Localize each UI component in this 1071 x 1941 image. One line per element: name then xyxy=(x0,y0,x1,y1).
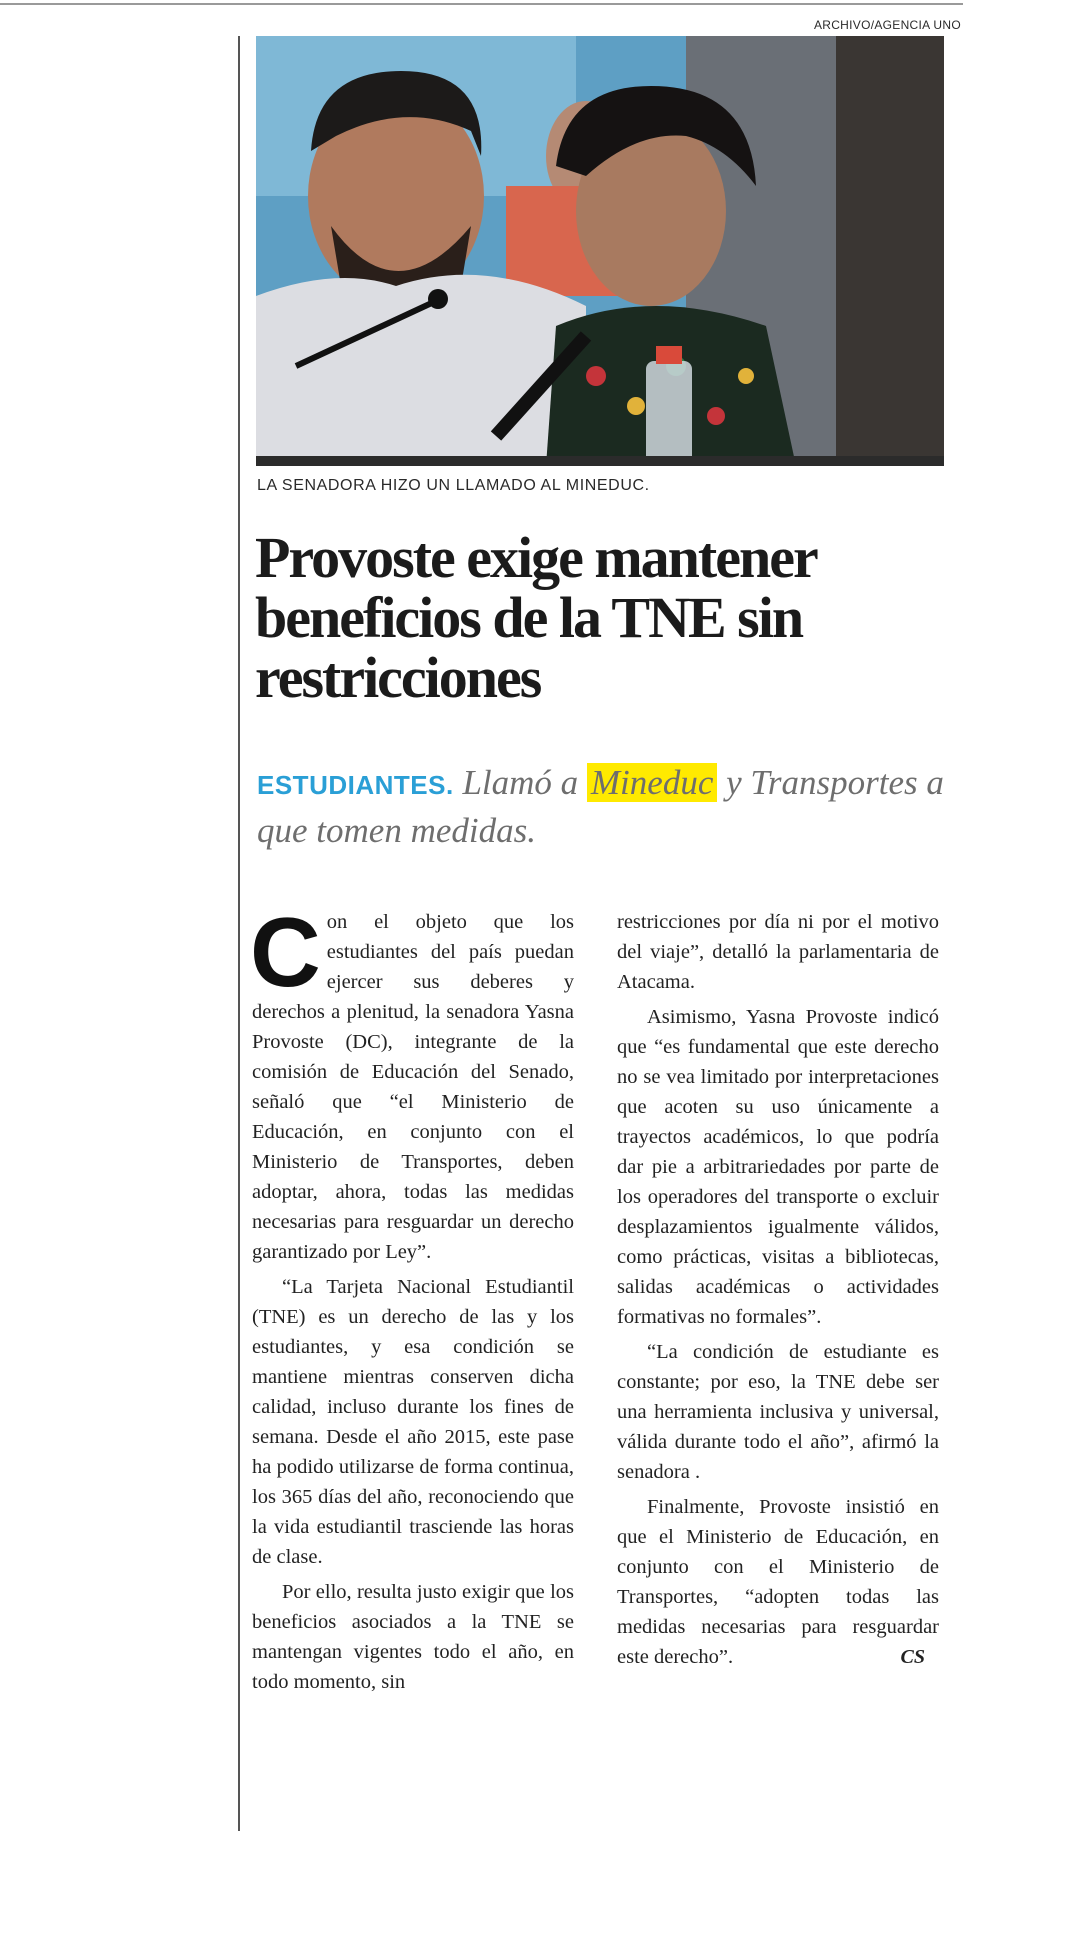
photo-caption xyxy=(257,477,650,495)
kicker: ESTUDIANTES. xyxy=(257,770,454,800)
article-photo xyxy=(256,36,944,466)
deck-text-before: Llamó a xyxy=(453,763,587,802)
paragraph xyxy=(617,1492,939,1672)
paragraph: Por ello, resulta justo exigir que los beneficios asociados a la TNE se mantengan vigentes todo el año, en todo momento, sin xyxy=(252,1581,574,1693)
deck-text-after: y Transportes a que tomen medidas. xyxy=(257,763,944,850)
paragraph: “La condición de estudiante es constante; por eso, la TNE debe ser una herramienta inclusiva y universal, válida durante todo el año”, afirmó la senadora . xyxy=(617,1341,939,1483)
headline: Provoste exige mantener beneficios de la TNE sin restricciones xyxy=(255,525,816,710)
column-rule xyxy=(238,36,240,1831)
paragraph: Asimismo, Yasna Provoste indicó que “es fundamental que este derecho no se vea limitado por interpretaciones que acoten su uso únicamente a trayectos académicos, lo que podría dar pie a arbitrariedades por parte de los operadores del transporte o excluir desplazamientos igualmente válidos, como prácticas, visitas a bibliotecas, salidas académicas o actividades formativas no formales”. xyxy=(617,1006,939,1328)
photo-credit: ARCHIVO/AGENCIA UNO xyxy=(813,18,961,32)
caption-text: LA SENADORA HIZO UN LLAMADO AL xyxy=(257,477,566,494)
end-mark-icon: CS xyxy=(900,1646,925,1668)
paragraph xyxy=(250,897,574,1267)
deck-highlight: Mineduc xyxy=(587,763,717,802)
paragraph: restricciones por día ni por el motivo del viaje”, detalló la parlamentaria de Atacama. xyxy=(617,911,939,993)
caption-end: . xyxy=(644,477,650,494)
paragraph-text: Finalmente, Provoste insistió en que el Ministerio de Educación, en conjunto con el Ministerio de Transportes, “adopten todas las medidas necesarias para resguardar este derecho”. xyxy=(617,1496,939,1668)
body-column-right xyxy=(617,907,939,1677)
photo-illustration xyxy=(256,36,944,466)
body-column-left xyxy=(250,897,574,1702)
drop-cap: C xyxy=(250,897,321,1007)
paragraph-text: on el objeto que los estudiantes del país puedan ejercer sus deberes y derechos a plenitud, la senadora Yasna Provoste (DC), integrante de la comisión de Educación del Senado, señaló que “el Ministerio de Educación, en conjunto con el Ministerio de Transportes, deben adoptar, ahora, todas las medidas necesarias para resguardar un derecho garantizado por Ley”. xyxy=(252,911,574,1263)
paragraph: “La Tarjeta Nacional Estudiantil (TNE) es un derecho de las y los estudiantes, y esa condición se mantiene mientras conserven dicha calidad, incluso durante los fines de semana. Desde el año 2015, este pase ha podido utilizarse de forma continua, los 365 días del año, reconociendo que la vida estudiantil trasciende las horas de clase. xyxy=(252,1276,574,1568)
deck xyxy=(257,760,957,853)
caption-highlight: MINEDUC xyxy=(565,477,645,494)
top-rule xyxy=(0,3,963,5)
